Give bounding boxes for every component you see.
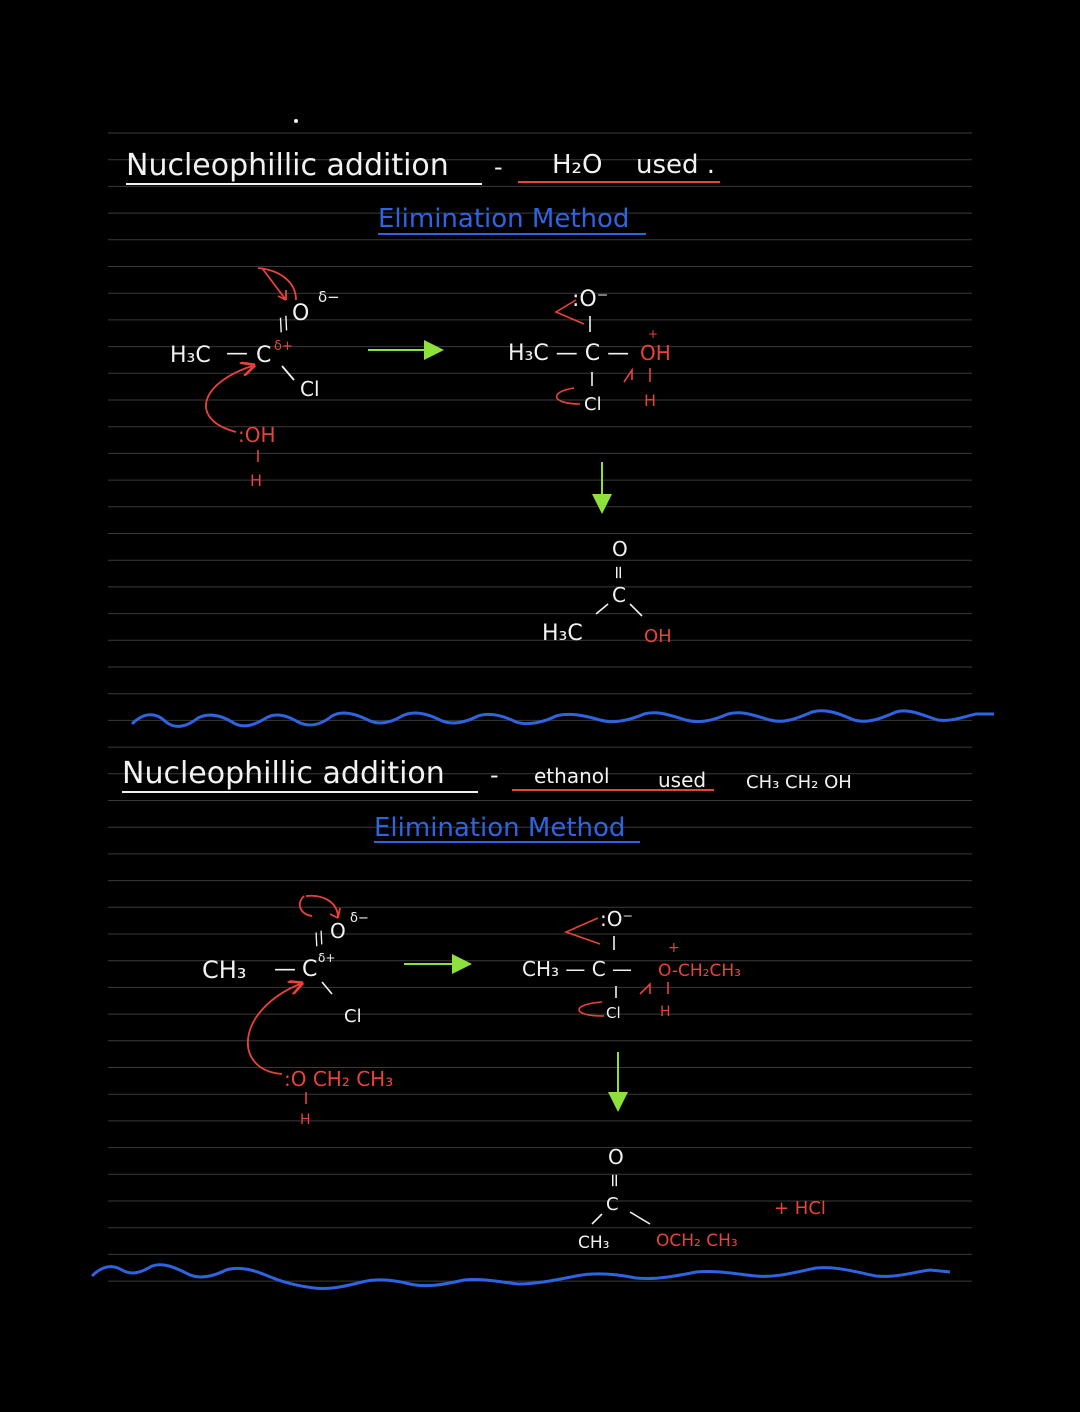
product-double-bond: = xyxy=(608,565,629,581)
curly-arrow-pi-bond xyxy=(258,268,296,300)
reagent-note: used xyxy=(658,768,707,792)
intermediate-2 xyxy=(522,907,741,1022)
methyl-group: CH₃ xyxy=(202,956,247,984)
reagent-note: used . xyxy=(636,150,716,180)
product-oh: OH xyxy=(644,626,672,647)
ruled-lines xyxy=(108,133,972,1281)
product-methyl: H₃C xyxy=(542,621,583,646)
oxide-anion: :O⁻ xyxy=(572,287,609,312)
nucleophile-hydrogen: H xyxy=(250,471,263,490)
section-2-subtitle: Elimination Method xyxy=(374,813,626,843)
methyl-group: H₃C xyxy=(170,343,211,368)
reagent-label: H₂O xyxy=(552,150,603,180)
c-cl-bond xyxy=(322,982,332,994)
delta-plus: δ+ xyxy=(274,339,293,354)
intermediate-cl: Cl xyxy=(606,1004,621,1022)
section-1-title: Nucleophillic addition xyxy=(126,148,449,183)
intermediate-cl: Cl xyxy=(584,394,602,415)
curly-arrow-head-1 xyxy=(330,908,340,918)
curly-arrow-deprotonate xyxy=(640,984,650,994)
reagent-label: ethanol xyxy=(534,764,610,788)
product-bond-left xyxy=(592,1214,602,1224)
product-carbon: C xyxy=(606,1194,619,1215)
curly-arrow-leave xyxy=(557,388,580,404)
title-dash: - xyxy=(490,761,499,789)
intermediate-h: H xyxy=(644,391,657,410)
product-bond-left xyxy=(596,604,608,614)
product-bond-right xyxy=(630,1212,650,1224)
positive-charge: + xyxy=(648,327,659,341)
curly-arrow-reform xyxy=(566,918,600,944)
intermediate-group: O-CH₂CH₃ xyxy=(658,961,741,981)
positive-charge: + xyxy=(668,940,680,956)
reactant-1 xyxy=(170,268,340,490)
reagent-formula: CH₃ CH₂ OH xyxy=(746,772,852,793)
single-bond: — xyxy=(226,341,248,366)
wavy-divider-1 xyxy=(132,711,994,727)
product-carbon: C xyxy=(612,583,626,607)
carbonyl-carbon: C xyxy=(256,343,272,368)
delta-plus: δ+ xyxy=(318,951,336,965)
chlorine: Cl xyxy=(300,377,320,401)
double-bond: // xyxy=(310,927,328,949)
product-double-bond: = xyxy=(604,1173,625,1189)
product-methyl: CH₃ xyxy=(578,1233,610,1253)
nucleophile-hydrogen: H xyxy=(300,1112,311,1128)
byproduct-hcl: + HCl xyxy=(774,1198,826,1219)
title-dash: - xyxy=(494,153,503,181)
oxygen: O xyxy=(292,301,310,326)
curly-arrow-attack xyxy=(248,984,300,1074)
curly-arrow-deprotonate xyxy=(624,370,632,382)
oxide-anion: :O⁻ xyxy=(600,907,634,931)
product-2 xyxy=(578,1145,826,1253)
section-1 xyxy=(126,148,720,647)
double-bond: // xyxy=(274,313,293,336)
product-oxygen: O xyxy=(612,537,628,561)
intermediate-oh: OH xyxy=(640,341,671,365)
ethoxide-nucleophile: :O CH₂ CH₃ xyxy=(284,1067,394,1091)
chlorine: Cl xyxy=(344,1006,362,1027)
intermediate-backbone: CH₃ — C — xyxy=(522,957,633,981)
wavy-divider-2 xyxy=(92,1265,950,1289)
oxygen: O xyxy=(330,919,346,943)
product-ester-group: OCH₂ CH₃ xyxy=(656,1231,738,1251)
section-2-title: Nucleophillic addition xyxy=(122,756,445,791)
hydroxide-nucleophile: :OH xyxy=(238,423,276,447)
product-1 xyxy=(542,537,672,647)
stray-dot xyxy=(294,119,298,123)
intermediate-backbone: H₃C — C — xyxy=(508,341,630,366)
curly-arrow-pi-bond-tail xyxy=(262,268,286,300)
single-bond: — xyxy=(274,957,296,982)
delta-minus: δ− xyxy=(350,911,369,926)
reactant-2 xyxy=(202,896,393,1128)
intermediate-h: H xyxy=(660,1004,671,1020)
delta-minus: δ− xyxy=(318,288,340,306)
product-oxygen: O xyxy=(608,1145,624,1169)
product-bond-right xyxy=(630,604,642,616)
section-1-subtitle: Elimination Method xyxy=(378,204,630,234)
section-2 xyxy=(122,756,852,1253)
carbonyl-carbon: C xyxy=(302,957,318,982)
intermediate-1 xyxy=(508,287,671,415)
curly-arrow-pi-bond-tail xyxy=(300,896,312,916)
